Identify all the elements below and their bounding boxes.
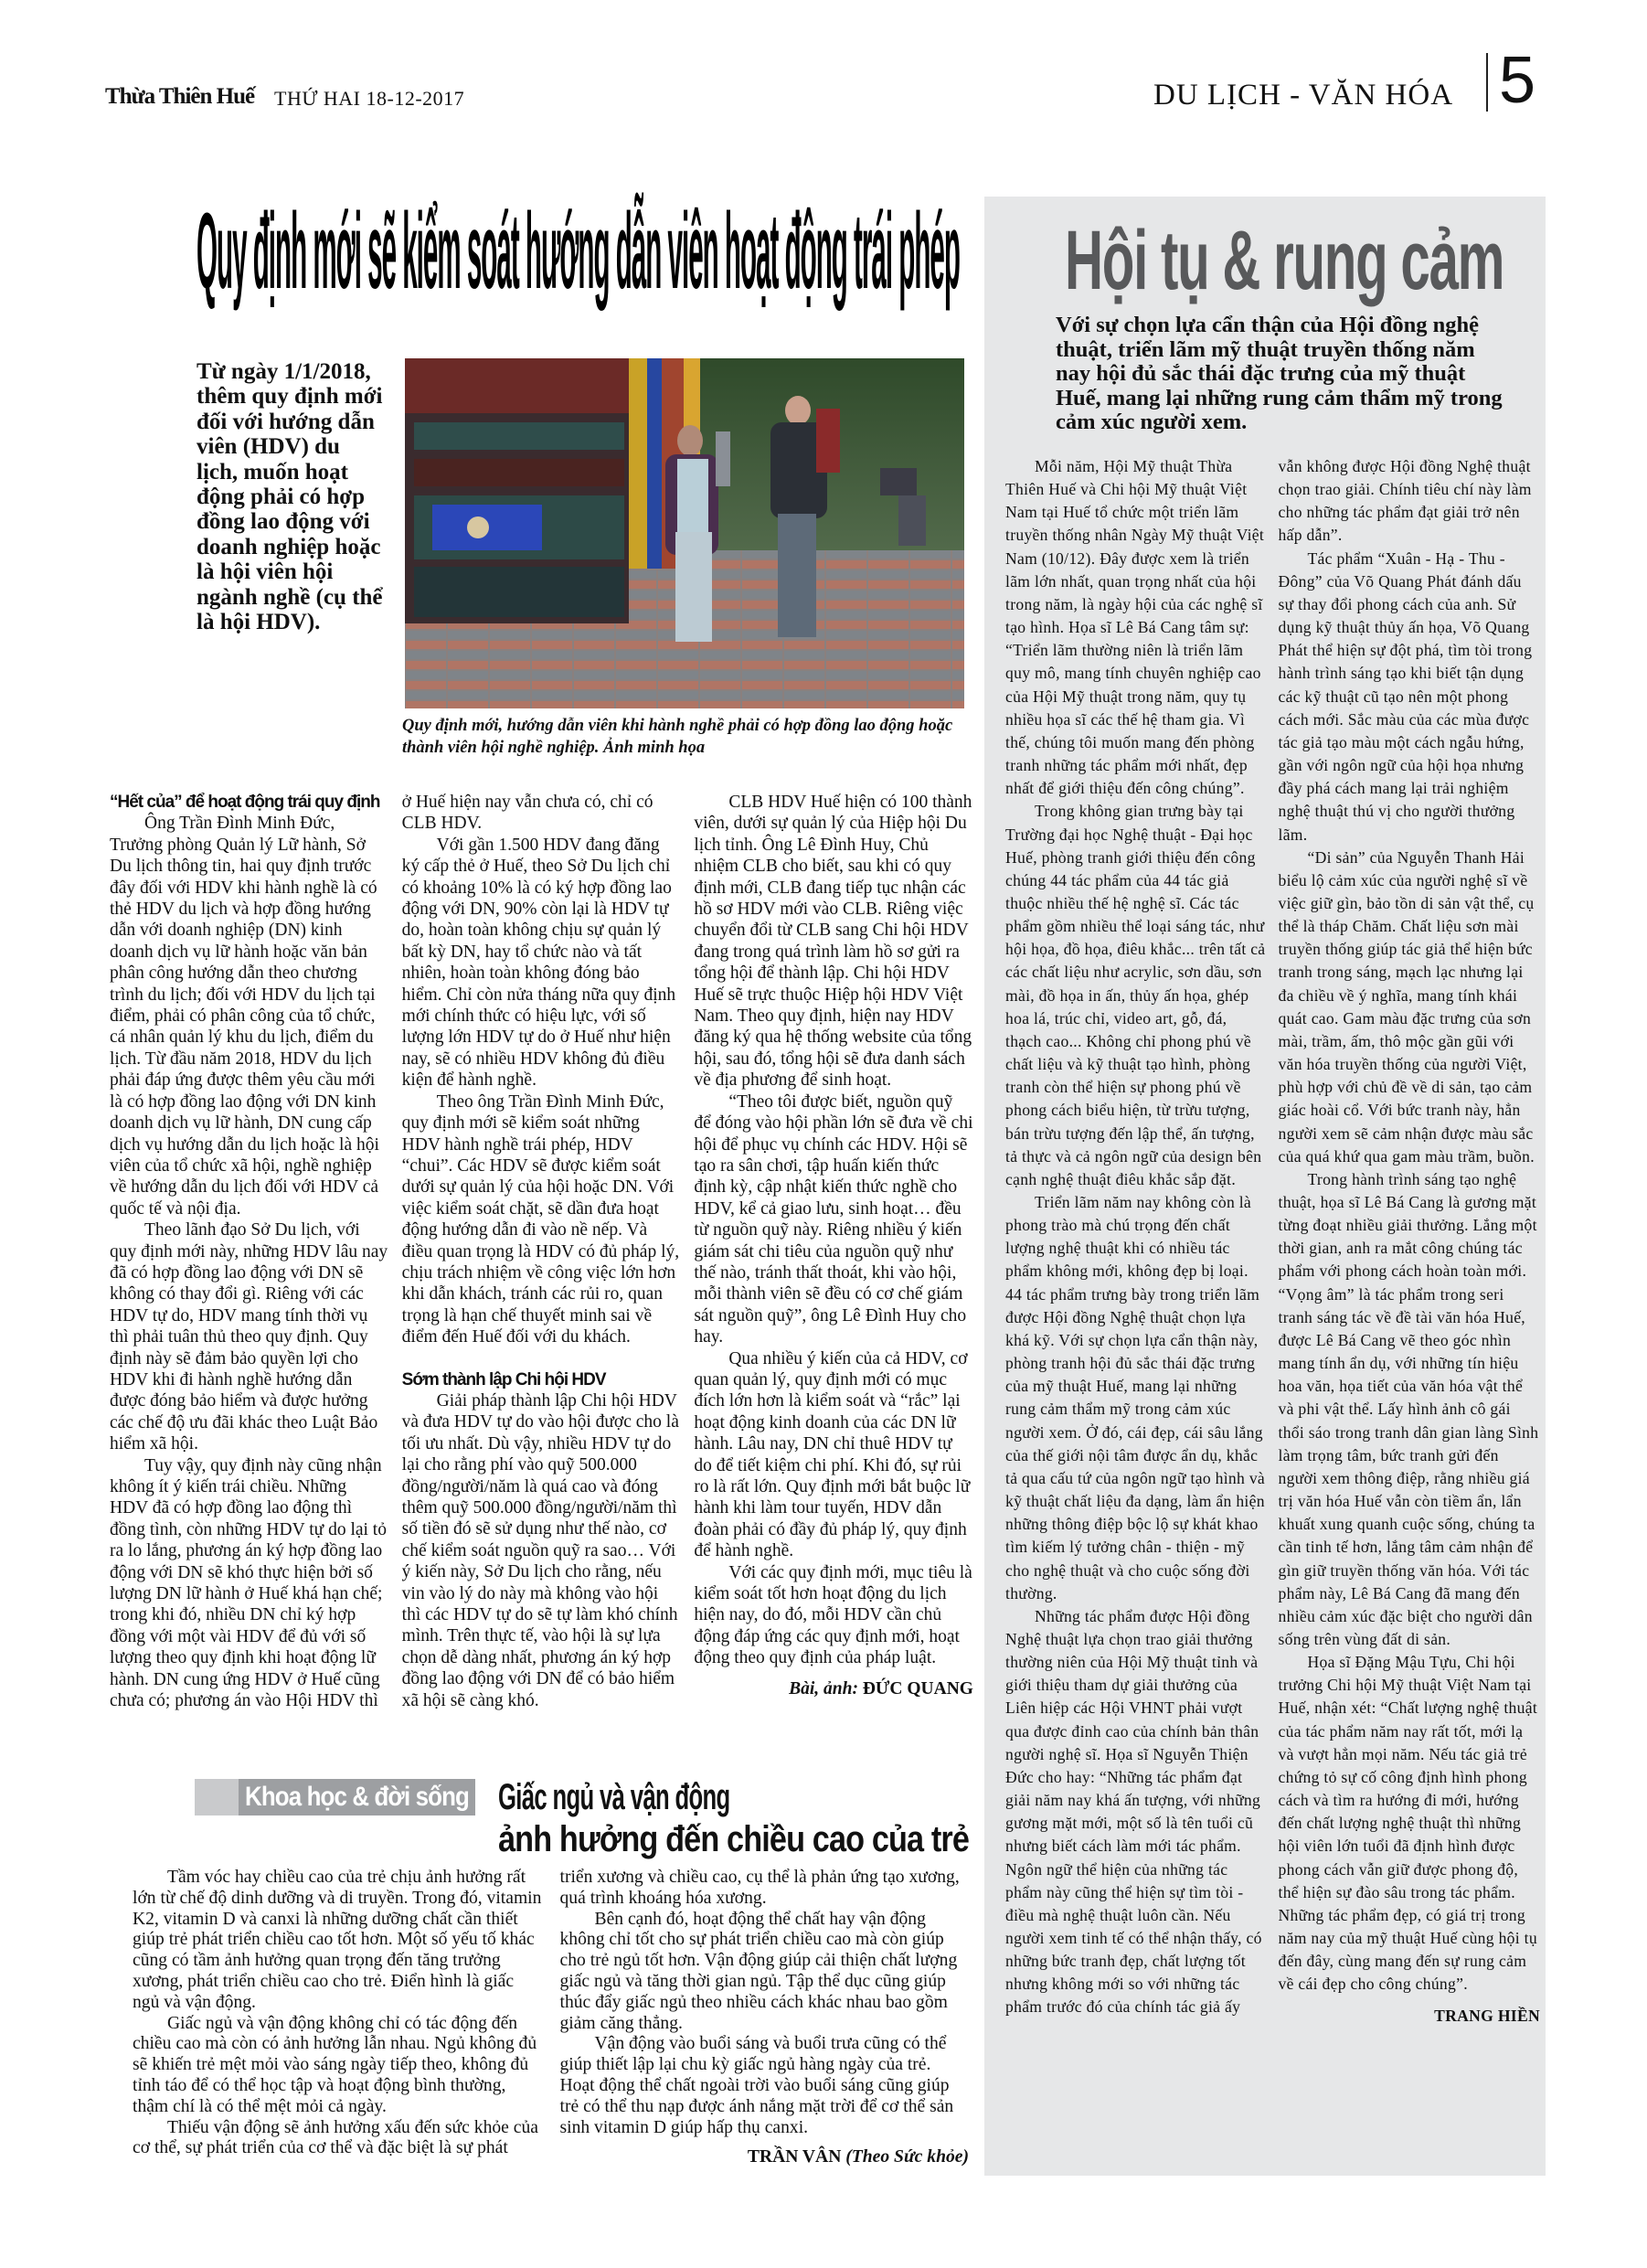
- body-paragraph: Trong không gian trưng bày tại Trường đại học Nghệ thuật - Đại học Huế, phòng tranh giới thiệu đến công chúng 44 tác phẩm của 44 tác giả thuộc nhiều thế hệ nghệ sĩ. Các tác phẩm gồm nhiều thể loại sáng tác, như hội họa, đồ họa, điêu khắc... trên tất cả các chất liệu như acrylic, sơn dầu, sơn mài, đồ họa in ấn, thủy ấn họa, ghép hoa lá, trúc chỉ, video art, gỗ, đá, thạch cao... Không chỉ phong phú về chất liệu và kỹ thuật tạo hình, phòng tranh còn thể hiện sự phong phú về phong cách biểu hiện, từ trừu tượng, bán trừu tượng đến lập thể, ấn tượng, tả thực và cả ngôn ngữ của design bên cạnh nghệ thuật điêu khắc sắp đặt.: [1005, 802, 1266, 1188]
- byline-source: (Theo Sức khỏe): [845, 2147, 969, 2167]
- art-feature-lead: Với sự chọn lựa cẩn thận của Hội đồng nghệ thuật, triển lãm mỹ thuật truyền thống năm nay hội đủ sắc thái đặc trưng của mỹ thuật Huế, mang lại những rung cảm thẩm mỹ trong cảm xúc người xem.: [1056, 313, 1503, 434]
- art-feature-body: [1005, 455, 1540, 2028]
- title-line-2: ảnh hưởng đến chiều cao của trẻ: [498, 1819, 970, 1859]
- section-label-science: [195, 1779, 475, 1815]
- article-body: [110, 792, 973, 1711]
- byline-author: TRẦN VÂN: [747, 2147, 842, 2167]
- article-byline: [560, 2147, 970, 2168]
- body-paragraph: “Theo tôi được biết, nguồn quỹ để đóng vào hội phần lớn sẽ đưa về chi hội để phục vụ chính các HDV. Hội sẽ tạo ra sân chơi, tập huấn kiến thức định kỳ, cập nhật kiến thức nghề cho HDV, kể cả giao lưu, sinh hoạt… đều từ nguồn quỹ này. Riêng nhiều ý kiến giám sát chi tiêu của nguồn quỹ như thế nào, tránh thất thoát, khi vào hội, mỗi thành viên sẽ đều có cơ chế giám sát nguồn quỹ”, ông Lê Đình Huy cho hay.: [694, 1091, 973, 1347]
- article-photo: [405, 358, 964, 708]
- body-paragraph: Tầm vóc hay chiều cao của trẻ chịu ảnh hưởng rất lớn từ chế độ dinh dưỡng và di truyền. Trong đó, vitamin K2, vitamin D và canxi là những dưỡng chất cần thiết giúp trẻ phát triển chiều cao tốt hơn. Một số yếu tố khác cũng có tầm ảnh hưởng quan trọng đến tăng trưởng xương, phát triển chiều cao cho trẻ. Điển hình là giấc ngủ và vận động.: [133, 1868, 542, 2012]
- body-paragraph: Họa sĩ Đặng Mậu Tựu, Chi hội trưởng Chi hội Mỹ thuật Việt Nam tại Huế, nhận xét: “Chất lượng nghệ thuật của tác phẩm năm nay rất tốt, mới lạ và vượt hẳn mọi năm. Nếu tác giả trẻ chứng tỏ sự cố công định hình phong cách và tìm ra hướng đi mới, hướng đến chất lượng nghệ thuật thì những hội viên lớn tuổi đã định hình được phong cách vẫn giữ được phong độ, thể hiện sự đào sâu trong tác phẩm. Những tác phẩm đẹp, có giá trị trong năm nay của mỹ thuật Huế cùng hội tụ đến đây, cùng mang đến sự rung cảm về cái đẹp cho công chúng”.: [1278, 1653, 1538, 1994]
- body-paragraph: Theo lãnh đạo Sở Du lịch, với quy định mới này, những HDV lâu nay đã có hợp đồng lao động với DN sẽ không có thay đổi gì. Riêng với các HDV tự do, HDV mang tính thời vụ thì phải tuân thủ theo quy định. Quy định này sẽ đảm bảo quyền lợi cho HDV khi đi hành nghề hướng dẫn được đóng bảo hiểm và được hưởng các chế độ ưu đãi khác theo Luật Bảo hiểm xã hội.: [110, 1220, 388, 1454]
- body-paragraph: Giải pháp thành lập Chi hội HDV và đưa HDV tự do vào hội được cho là tối ưu nhất. Dù vậy, nhiều HDV tự do lại cho rằng phí vào quỹ 500.000 đồng/người/năm là quá cao và đóng thêm quỹ 500.000 đồng/người/năm thì số tiền đó sẽ sử dụng như thế nào, cơ chế kiểm soát nguồn quỹ ra sao… Với ý kiến này, Sở Du lịch cho rằng, nếu vin vào lý do này mà không vào hội thì các HDV tự do sẽ tự làm khó chính mình. Trên thực tế, vào hội là sự lựa chọn dễ dàng nhất, phương án ký hợp đồng lao động với DN để có bảo hiểm xã hội sẽ càng khó.: [401, 1390, 679, 1710]
- article-lead: Từ ngày 1/1/2018, thêm quy định mới đối với hướng dẫn viên (HDV) du lịch, muốn hoạt động phải có hợp đồng lao động với doanh nghiệp hoặc là hội viên hội ngành nghề (cụ thể là hội HDV).: [197, 359, 383, 635]
- byline-author: ĐỨC QUANG: [862, 1678, 973, 1698]
- article-byline: [694, 1678, 973, 1699]
- body-paragraph: Bên cạnh đó, hoạt động thể chất hay vận động không chỉ tốt cho sự phát triển chiều cao mà còn giúp cho trẻ ngủ tốt hơn. Vận động giúp cải thiện chất lượng giấc ngủ và tăng thời gian ngủ. Tập thể dục cũng giúp thúc đẩy giấc ngủ theo nhiều cách khác nhau bao gồm giảm căng thẳng.: [559, 1909, 958, 2033]
- science-article-body: [133, 1868, 969, 2168]
- art-title-text: Hội tụ & rung cảm: [1065, 214, 1504, 307]
- page-number: 5: [1499, 44, 1536, 117]
- article-byline: TRANG HIỀN: [1434, 2007, 1540, 2026]
- body-paragraph: Thiếu vận động sẽ ảnh hưởng xấu đến sức khỏe của cơ thể, sự phát triển của cơ thể và đặc biệt là sự phát triển xương và chiều cao, cụ thể là phản ứng tạo xương, quá trình khoáng hóa xương.: [133, 1868, 960, 2158]
- newspaper-name: Thừa Thiên Huế: [105, 84, 255, 109]
- body-paragraph: Trong hành trình sáng tạo nghệ thuật, họa sĩ Lê Bá Cang là gương mặt từng đoạt nhiều giải thưởng. Lắng một thời gian, anh ra mắt công chúng tác phẩm với phong cách hoàn toàn mới. “Vọng âm” là tác phẩm trong seri tranh sáng tác về đề tài văn hóa Huế, được Lê Bá Cang vẽ theo góc nhìn mang tính ẩn dụ, với những tín hiệu hoa văn, họa tiết của văn hóa vật thể và phi vật thể. Lấy hình ảnh cô gái thổi sáo trong tranh dân gian làng Sình làm trọng tâm, bức tranh gửi đến người xem thông điệp, rằng nhiều giá trị văn hóa Huế vẫn còn tiềm ẩn, lẩn khuất xung quanh cuộc sống, chúng ta cần tinh tế hơn, lắng tâm cảm nhận để gìn giữ truyền thống văn hóa. Với tác phẩm này, Lê Bá Cang đã mang đến nhiều cảm xúc đặc biệt cho người dân sống trên vùng đất di sản.: [1278, 1169, 1539, 1648]
- header-divider: [1486, 53, 1488, 112]
- body-paragraph: CLB HDV Huế hiện có 100 thành viên, dưới sự quản lý của Hiệp hội Du lịch tỉnh. Ông Lê Đình Huy, Chủ nhiệm CLB cho biết, sau khi có quy định mới, CLB đang tiếp tục nhận các hồ sơ HDV mới vào CLB. Riêng việc chuyển đổi từ CLB sang Chi hội HDV đang trong quá trình làm hồ sơ gửi ra tổng hội để thành lập. Chi hội HDV Huế sẽ trực thuộc Hiệp hội HDV Việt Nam. Theo quy định, hiện nay HDV đăng ký qua hệ thống website của tổng hội, sau đó, tổng hội sẽ đưa danh sách về địa phương để sinh hoạt.: [694, 793, 972, 1091]
- headline-text: Quy định mới sẽ kiểm soát hướng dẫn viên hoạt động trái phép: [197, 191, 960, 312]
- section-subheading: “Hết của” để hoạt động trái quy định: [110, 793, 380, 812]
- photo-caption: Quy định mới, hướng dẫn viên khi hành nghề phải có hợp đồng lao động hoặc thành viên hội nghề nghiệp. Ảnh minh họa: [402, 717, 953, 757]
- art-feature-title: [1065, 208, 1504, 314]
- body-paragraph: Theo ông Trần Đình Minh Đức, quy định mới sẽ kiểm soát những HDV hành nghề trái phép, HDV “chui”. Các HDV sẽ được kiểm soát dưới sự quản lý của hội hoặc DN. Với việc kiểm soát chặt, sẽ dần đưa hoạt động hướng dẫn đi vào nề nếp. Và điều quan trọng là HDV có đủ pháp lý, chịu trách nhiệm về công việc lớn hơn khi dẫn khách, tránh các rủi ro, quan trọng là hạn chế thuyết minh sai về điểm đến Huế đối với du khách.: [401, 1091, 680, 1347]
- body-paragraph: Ông Trần Đình Minh Đức, Trưởng phòng Quản lý Lữ hành, Sở Du lịch thông tin, hai quy định trước đây đối với HDV khi hành nghề là có thẻ HDV du lịch và hợp đồng hướng dẫn với doanh nghiệp (DN) kinh doanh dịch vụ lữ hành hoặc văn bản phân công hướng dẫn theo chương trình du lịch; đối với HDV du lịch tại điểm, phải có phân công của tổ chức, cá nhân quản lý khu du lịch, điểm du lịch. Từ đầu năm 2018, HDV du lịch phải đáp ứng được thêm yêu cầu mới là có hợp đồng lao động với DN kinh doanh dịch vụ lữ hành, DN cung cấp dịch vụ hướng dẫn du lịch hoặc là hội viên của tổ chức xã hội, nghề nghiệp về hướng dẫn du lịch đối với HDV cả quốc tế và nội địa.: [110, 814, 379, 1219]
- science-article-title: [498, 1776, 969, 1860]
- section-subheading: Sớm thành lập Chi hội HDV: [401, 1369, 606, 1390]
- body-paragraph: Với các quy định mới, mục tiêu là kiểm soát tốt hơn hoạt động du lịch hiện nay, do đó, mỗi HDV cần chủ động đáp ứng các quy định mới, hoạt động theo quy định của pháp luật.: [694, 1562, 972, 1668]
- section-name: DU LỊCH - VĂN HÓA: [1153, 79, 1454, 112]
- article-headline: [197, 183, 960, 338]
- body-paragraph: Tác phẩm “Xuân - Hạ - Thu - Đông” của Võ Quang Phát đánh dấu sự thay đổi phong cách của anh. Sử dụng kỹ thuật thủy ấn họa, Võ Quang Phát thể hiện sự đột phá, tìm tòi trong hành trình sáng tạo khi biết tận dụng các kỹ thuật cũ tạo nên một phong cách mới. Sắc màu của các mùa được tác giả tạo màu một cách ngẫu hứng, gần với ngôn ngữ của hội họa nhưng đầy phá cách mang lại trải nghiệm nghệ thuật thú vị cho người thưởng lãm.: [1278, 548, 1533, 844]
- body-paragraph: Tuy vậy, quy định này cũng nhận không ít ý kiến trái chiều. Những HDV đã có hợp đồng lao động thì đồng tình, còn những HDV tự do lại tỏ ra lo lắng, phương án ký hợp đồng lao động với DN sẽ khó thực hiện bởi số lượng DN lữ hành ở Huế khá hạn chế; trong khi đó, nhiều DN chỉ ký hợp đồng với một vài HDV để đủ với số lượng theo quy định khi hoạt động lữ hành. DN cung ứng HDV ở Huế cũng chưa có; phương án vào Hội HDV thì ở Huế hiện nay vẫn chưa có, chỉ có CLB HDV.: [110, 793, 653, 1711]
- body-paragraph: Giấc ngủ và vận động không chỉ có tác động đến chiều cao mà còn có ảnh hưởng lẫn nhau. Ngủ không đủ sẽ khiến trẻ mệt mỏi vào sáng ngày tiếp theo, không đủ tỉnh táo để có thể học tập và hoạt động bình thường, thậm chí là có thể mệt mỏi cả ngày.: [133, 2013, 537, 2116]
- body-paragraph: Vận động vào buổi sáng và buổi trưa cũng có thể giúp thiết lập lại chu kỳ giấc ngủ hàng ngày của trẻ. Hoạt động thể chất ngoài trời vào buổi sáng cũng giúp trẻ có thể thu nạp được ánh nắng mặt trời để cơ thể sản sinh vitamin D giúp hấp thụ canxi.: [559, 2034, 954, 2137]
- body-paragraph: “Di sản” của Nguyễn Thanh Hải biểu lộ cảm xúc của người nghệ sĩ về việc giữ gìn, bảo tồn di sản vật thể, cụ thể là tháp Chăm. Chất liệu sơn mài truyền thống giúp tác giả thể hiện bức tranh trong sáng, mạch lạc nhưng lại đa chiều về ý nghĩa, mang tính khái quát cao. Gam màu đặc trưng của sơn mài, trầm, ấm, thô mộc gần gũi với văn hóa truyền thống của người Việt, phù hợp với chủ đề về di sản, tạo cảm giác hoài cổ. Với bức tranh này, hẳn người xem sẽ cảm nhận được màu sắc của quá khứ qua gam màu trầm, buồn.: [1278, 847, 1535, 1166]
- byline-prefix: Bài, ảnh:: [789, 1678, 858, 1698]
- title-line-1: Giấc ngủ và vận động: [498, 1777, 730, 1817]
- section-label-text: Khoa học & đời sống: [245, 1782, 469, 1812]
- section-label-strip: [195, 1779, 239, 1815]
- body-paragraph: Triển lãm năm nay không còn là phong trào mà chú trọng đến chất lượng nghệ thuật khi có nhiều tác phẩm không mới, không đẹp bị loại. 44 tác phẩm trưng bày trong triển lãm được Hội đồng Nghệ thuật chọn lựa khá kỹ. Với sự chọn lựa cẩn thận này, phòng tranh hội đủ sắc thái đặc trưng của mỹ thuật Huế, mang lại những rung cảm thẩm mỹ trong cảm xúc người xem. Ở đó, cái đẹp, cái sâu lắng của thế giới nội tâm được ẩn dụ, khắc tả qua cấu tứ của ngôn ngữ tạo hình và kỹ thuật chất liệu đa dạng, làm ẩn hiện những thông điệp bộc lộ sự khát khao tìm kiếm lý tưởng chân - thiện - mỹ cho nghệ thuật và cho cuộc sống đời thường.: [1005, 1193, 1266, 1603]
- body-paragraph: Những tác phẩm được Hội đồng Nghệ thuật lựa chọn trao giải thưởng thường niên của Hội Mỹ thuật tỉnh và giới thiệu tham dự giải thưởng của Liên hiệp các Hội VHNT phải vượt qua được đỉnh cao của chính bản thân người nghệ sĩ. Họa sĩ Nguyễn Thiện Đức cho hay: “Những tác phẩm đạt giải năm nay khá ấn tượng, với những gương mặt mới, một số là tên tuổi cũ nhưng biết cách làm mới tác phẩm. Ngôn ngữ thể hiện của những tác phẩm này cũng thể hiện sự tìm tòi - điều mà nghệ thuật luôn cần. Nếu người xem tinh tế có thể nhận thấy, có những bức tranh đẹp, chất lượng tốt nhưng không mới so với những tác phẩm trước đó của chính tác giả ấy vẫn không được Hội đồng Nghệ thuật chọn trao giải. Chính tiêu chí này làm cho những tác phẩm đạt giải trở nên hấp dẫn”.: [1005, 457, 1532, 2017]
- body-paragraph: Qua nhiều ý kiến của cả HDV, cơ quan quản lý, quy định mới có mục đích lớn hơn là kiểm soát và “rắc” lại hoạt động kinh doanh của các DN lữ hành. Lâu nay, DN chỉ thuê HDV tự do để tiết kiệm chi phí. Khi đó, sự rủi ro là rất lớn. Quy định mới bắt buộc lữ hành khi làm tour tuyến, HDV dẫn đoàn phải có đầy đủ pháp lý, quy định để hành nghề.: [694, 1348, 971, 1561]
- body-paragraph: Mỗi năm, Hội Mỹ thuật Thừa Thiên Huế và Chi hội Mỹ thuật Việt Nam tại Huế tổ chức một triển lãm truyền thống nhân Ngày Mỹ thuật Việt Nam (10/12). Đây được xem là triển lãm lớn nhất, quan trọng nhất của hội trong năm, là ngày hội của các nghệ sĩ tạo hình. Họa sĩ Lê Bá Cang tâm sự: “Triển lãm thường niên là triển lãm quy mô, mang tính chuyên nghiệp cao của Hội Mỹ thuật trong năm, quy tụ nhiều họa sĩ các thế hệ tham gia. Vì thế, chúng tôi muốn mang đến phòng tranh những tác phẩm mới nhất, đẹp nhất để giới thiệu đến công chúng”.: [1005, 457, 1265, 798]
- body-paragraph: Với gần 1.500 HDV đang đăng ký cấp thẻ ở Huế, theo Sở Du lịch chỉ có khoảng 10% là có ký hợp đồng lao động với DN, 90% còn lại là HDV tự do, hoàn toàn không chịu sự quản lý bất kỳ DN, hay tổ chức nào và tất nhiên, hoàn toàn không đóng bảo hiểm. Chỉ còn nửa tháng nữa quy định mới chính thức có hiệu lực, với số lượng lớn HDV tự do ở Huế như hiện nay, sẽ có nhiều HDV không đủ điều kiện để hành nghề.: [401, 835, 676, 1091]
- issue-date: THỨ HAI 18-12-2017: [274, 87, 465, 110]
- tour-guides-photo-image: [405, 358, 964, 708]
